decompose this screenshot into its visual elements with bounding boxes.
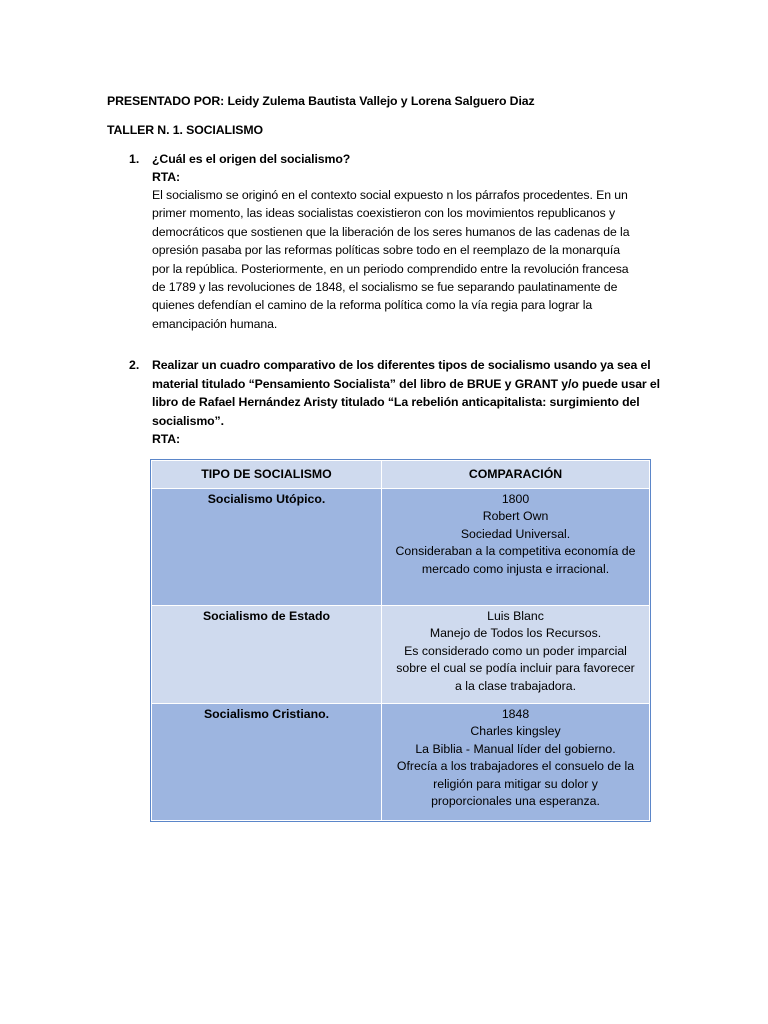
q1-answer-line: emancipación humana. (152, 316, 278, 331)
q1-answer-line: de 1789 y las revoluciones de 1848, el socialismo se fue separando paulatinamente de (152, 280, 618, 295)
q1-answer-line: quienes defendían el camino de la reforma política como la vía regia para lograr la (152, 298, 593, 313)
table-row (152, 606, 650, 704)
q2-rta-label: RTA: (152, 432, 181, 446)
comparison-line: sobre el cual se podía incluir para favorecer (396, 661, 635, 676)
comparison-line: Charles kingsley (470, 724, 561, 739)
comparison-line: Consideraban a la competitiva economía de (395, 544, 636, 559)
socialism-type-cell: Socialismo de Estado (152, 606, 382, 704)
table-row (152, 489, 650, 606)
q2-question-line: material titulado “Pensamiento Socialista” del libro de BRUE y GRANT y/o puede usar el (152, 376, 660, 391)
workshop-title: TALLER N. 1. SOCIALISMO (107, 123, 263, 137)
q1-answer (152, 186, 629, 333)
q1-answer-line: democráticos que sostienen que la liberación de los seres humanos de las cadenas de la (152, 224, 630, 239)
comparison-cell (382, 704, 650, 821)
q1-answer-line: El socialismo se originó en el contexto social expuesto n los párrafos procedentes. En un (152, 188, 628, 202)
table-header-comparison: COMPARACIÓN (382, 461, 650, 489)
q1-rta-label: RTA: (152, 170, 181, 184)
comparison-line: Luis Blanc (487, 609, 544, 623)
comparison-line: Robert Own (482, 509, 549, 524)
q1-answer-line: primer momento, las ideas socialistas coexistieron con los movimientos republicanos y (152, 206, 616, 221)
comparison-line: Manejo de Todos los Recursos. (429, 626, 602, 641)
comparison-cell (382, 489, 650, 606)
comparison-line: a la clase trabajadora. (455, 678, 576, 693)
comparison-line: Sociedad Universal. (460, 526, 571, 541)
q2-number: 2. (129, 358, 140, 372)
q2-question (152, 356, 660, 449)
comparison-line: La Biblia - Manual líder del gobierno. (415, 741, 616, 756)
q1-number: 1. (129, 152, 140, 166)
table-header-row (152, 461, 650, 489)
q2-question-line: libro de Rafael Hernández Aristy titulado “La rebelión anticapitalista: surgimiento del (152, 395, 640, 409)
comparison-line: Ofrecía a los trabajadores el consuelo de la (396, 759, 635, 774)
comparison-line: religión para mitigar su dolor y (433, 776, 598, 791)
socialism-type-cell: Socialismo Cristiano. (152, 704, 382, 821)
q2-question-line: socialismo”. (152, 413, 224, 428)
q1-question: ¿Cuál es el origen del socialismo? (152, 152, 351, 166)
q1-answer-line: por la república. Posteriormente, en un periodo comprendido entre la revolución francesa (152, 261, 629, 276)
socialism-type-cell: Socialismo Utópico. (152, 489, 382, 606)
presented-by-line: PRESENTADO POR: Leidy Zulema Bautista Vallejo y Lorena Salguero Diaz (107, 94, 535, 108)
comparison-line: mercado como injusta e irracional. (421, 561, 610, 576)
table-row (152, 704, 650, 821)
q1-answer-line: opresión pasaba por las reformas políticas sobre todo en el reemplazo de la monarquía (152, 243, 620, 258)
table-header-type: TIPO DE SOCIALISMO (152, 461, 382, 489)
comparison-table (151, 460, 650, 821)
comparison-line: proporcionales una esperanza. (431, 794, 600, 809)
comparison-cell (382, 606, 650, 704)
comparison-line: 1800 (501, 492, 530, 506)
comparison-line: Es considerado como un poder imparcial (404, 643, 627, 658)
q2-question-line: Realizar un cuadro comparativo de los diferentes tipos de socialismo usando ya sea el (152, 358, 651, 372)
comparison-line: 1848 (501, 707, 530, 721)
